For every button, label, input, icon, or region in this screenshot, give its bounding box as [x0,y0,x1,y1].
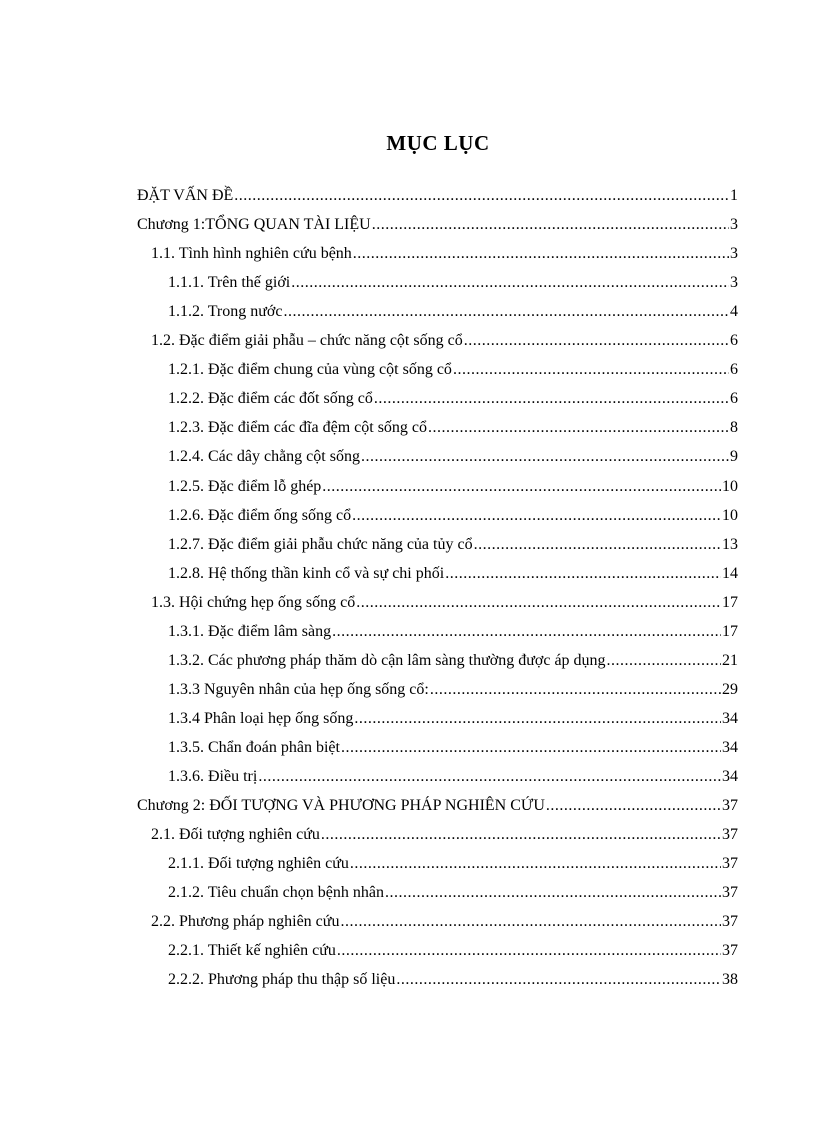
toc-entry-page-number: 34 [722,738,738,756]
toc-entry-page-number: 34 [722,768,738,785]
toc-dot-leader [341,736,721,760]
toc-entry-label: 1.2.5. Đặc điểm lỗ ghép [168,477,322,495]
toc-entry[interactable] [168,533,738,557]
toc-entry[interactable] [137,213,738,237]
toc-entry-label: ĐẶT VẤN ĐỀ [137,187,234,204]
toc-dot-leader [385,881,721,905]
toc-entry-label: 2.2. Phương pháp nghiên cứu [151,913,340,931]
toc-dot-leader [453,358,729,382]
toc-entry-label: 1.2.6. Đặc điểm ống sống cổ [168,506,352,524]
toc-dot-leader [258,765,721,789]
toc-entry[interactable] [151,242,738,266]
toc-entry[interactable] [137,184,738,208]
toc-entry-label: 1.1.2. Trong nước [168,303,283,321]
toc-entry-label: 1.2. Đặc điểm giải phẫu – chức năng cột sống cổ [151,332,463,350]
toc-entry-label: 1.3. Hội chứng hẹp ống sống cổ [151,593,356,611]
toc-entry[interactable] [168,881,738,905]
toc-dot-leader [396,968,721,992]
toc-entry-page-number: 37 [722,826,738,844]
toc-entry[interactable] [168,939,738,963]
toc-entry-page-number: 10 [722,477,738,495]
toc-dot-leader [353,242,729,266]
toc-entry[interactable] [151,823,738,847]
toc-entry[interactable] [168,765,738,789]
toc-dot-leader [350,852,721,876]
toc-dot-leader [321,823,721,847]
toc-entry[interactable] [168,300,738,324]
toc-entry-page-number: 37 [722,855,738,873]
toc-entry-label: 2.1.2. Tiêu chuẩn chọn bệnh nhân [168,884,384,902]
toc-dot-leader [361,445,729,469]
toc-entry-label: 1.3.2. Các phương pháp thăm dò cận lâm sàng thường được áp dụng [168,651,606,669]
toc-entry-label: 1.2.1. Đặc điểm chung của vùng cột sống cổ [168,361,452,379]
toc-entry-page-number: 29 [722,680,738,698]
toc-entry-label: Chương 1:TỔNG QUAN TÀI LIỆU [137,216,371,234]
toc-entry-label: Chương 2: ĐỐI TƯỢNG VÀ PHƯƠNG PHÁP NGHIÊN CỨU [137,797,545,815]
toc-entry-label: 1.3.4 Phân loại hẹp ống sống [168,709,354,727]
toc-dot-leader [291,271,729,295]
toc-entry[interactable] [168,358,738,382]
toc-entry-page-number: 14 [722,564,738,582]
toc-entry-label: 2.1.1. Đối tượng nghiên cứu [168,855,349,873]
toc-entry-label: 1.2.2. Đặc điểm các đốt sống cổ [168,390,373,408]
toc-dot-leader [283,300,729,324]
toc-entry-page-number: 6 [730,390,738,408]
toc-dot-leader [354,707,721,731]
toc-entry-label: 2.2.1. Thiết kế nghiên cứu [168,942,336,960]
toc-entry-page-number: 37 [722,797,738,815]
toc-entry-label: 1.2.7. Đặc điểm giải phẫu chức năng của tủy cổ [168,535,473,553]
toc-dot-leader [374,387,729,411]
toc-entry[interactable] [168,475,738,499]
toc-entry-page-number: 38 [722,971,738,989]
toc-entry[interactable] [168,707,738,731]
toc-entry-page-number: 9 [730,448,738,466]
toc-dot-leader [356,591,721,615]
toc-dot-leader [337,939,721,963]
toc-entry-page-number: 13 [722,535,738,553]
toc-entry-label: 1.3.1. Đặc điểm lâm sàng [168,622,332,640]
toc-entry-page-number: 21 [722,651,738,669]
toc-dot-leader [234,184,729,208]
toc-entry[interactable] [168,649,738,673]
toc-dot-leader [546,794,721,818]
toc-entry[interactable] [168,271,738,295]
toc-entry-label: 1.1.1. Trên thế giới [168,274,291,292]
toc-entry[interactable] [168,562,738,586]
toc-entry-page-number: 3 [730,245,738,263]
toc-entry-label: 2.1. Đối tượng nghiên cứu [151,826,320,844]
toc-entry-page-number: 37 [722,942,738,960]
toc-entry[interactable] [168,678,738,702]
toc-dot-leader [430,678,721,702]
toc-entry-page-number: 37 [722,913,738,931]
toc-entry-page-number: 8 [730,419,738,437]
toc-dot-leader [372,213,729,237]
toc-dot-leader [474,533,721,557]
toc-entry-label: 2.2.2. Phương pháp thu thập số liệu [168,971,396,989]
toc-entry-page-number: 4 [730,303,738,321]
toc-entry-label: 1.3.5. Chẩn đoán phân biệt [168,738,340,756]
toc-entry[interactable] [168,504,738,528]
toc-entry-label: 1.2.8. Hệ thống thần kinh cổ và sự chi phối [168,564,445,582]
toc-entry[interactable] [168,387,738,411]
page-title: MỤC LỤC [386,131,490,155]
toc-dot-leader [340,910,721,934]
toc-entry-label: 1.1. Tình hình nghiên cứu bệnh [151,245,352,263]
toc-entry-page-number: 6 [730,332,738,350]
toc-entry-page-number: 3 [730,274,738,292]
toc-entry[interactable] [168,968,738,992]
toc-entry-label: 1.2.4. Các dây chằng cột sống [168,448,360,466]
toc-entry-label: 1.2.3. Đặc điểm các đĩa đệm cột sống cổ [168,419,428,437]
toc-dot-leader [332,620,721,644]
toc-dot-leader [322,475,721,499]
toc-dot-leader [607,649,721,673]
toc-entry-page-number: 17 [722,593,738,611]
toc-entry[interactable] [137,794,738,818]
toc-entry[interactable] [168,445,738,469]
toc-entry-page-number: 3 [730,216,738,234]
toc-dot-leader [464,329,729,353]
toc-entry-page-number: 10 [722,506,738,524]
toc-entry[interactable] [168,620,738,644]
toc-dot-leader [445,562,721,586]
toc-entry-page-number: 1 [730,187,738,204]
toc-entry-label: 1.3.3 Nguyên nhân của hẹp ống sống cổ: [168,680,429,698]
toc-entry[interactable] [151,329,738,353]
toc-entry-page-number: 6 [730,361,738,379]
toc-entry[interactable] [168,416,738,440]
toc-dot-leader [428,416,729,440]
toc-entry-page-number: 17 [722,622,738,640]
toc-entry[interactable] [168,852,738,876]
toc-entry[interactable] [151,591,738,615]
toc-entry-page-number: 37 [722,884,738,902]
toc-entry[interactable] [151,910,738,934]
toc-entry-page-number: 34 [722,709,738,727]
toc-dot-leader [352,504,721,528]
toc-entry-label: 1.3.6. Điều trị [168,768,258,785]
toc-entry[interactable] [168,736,738,760]
